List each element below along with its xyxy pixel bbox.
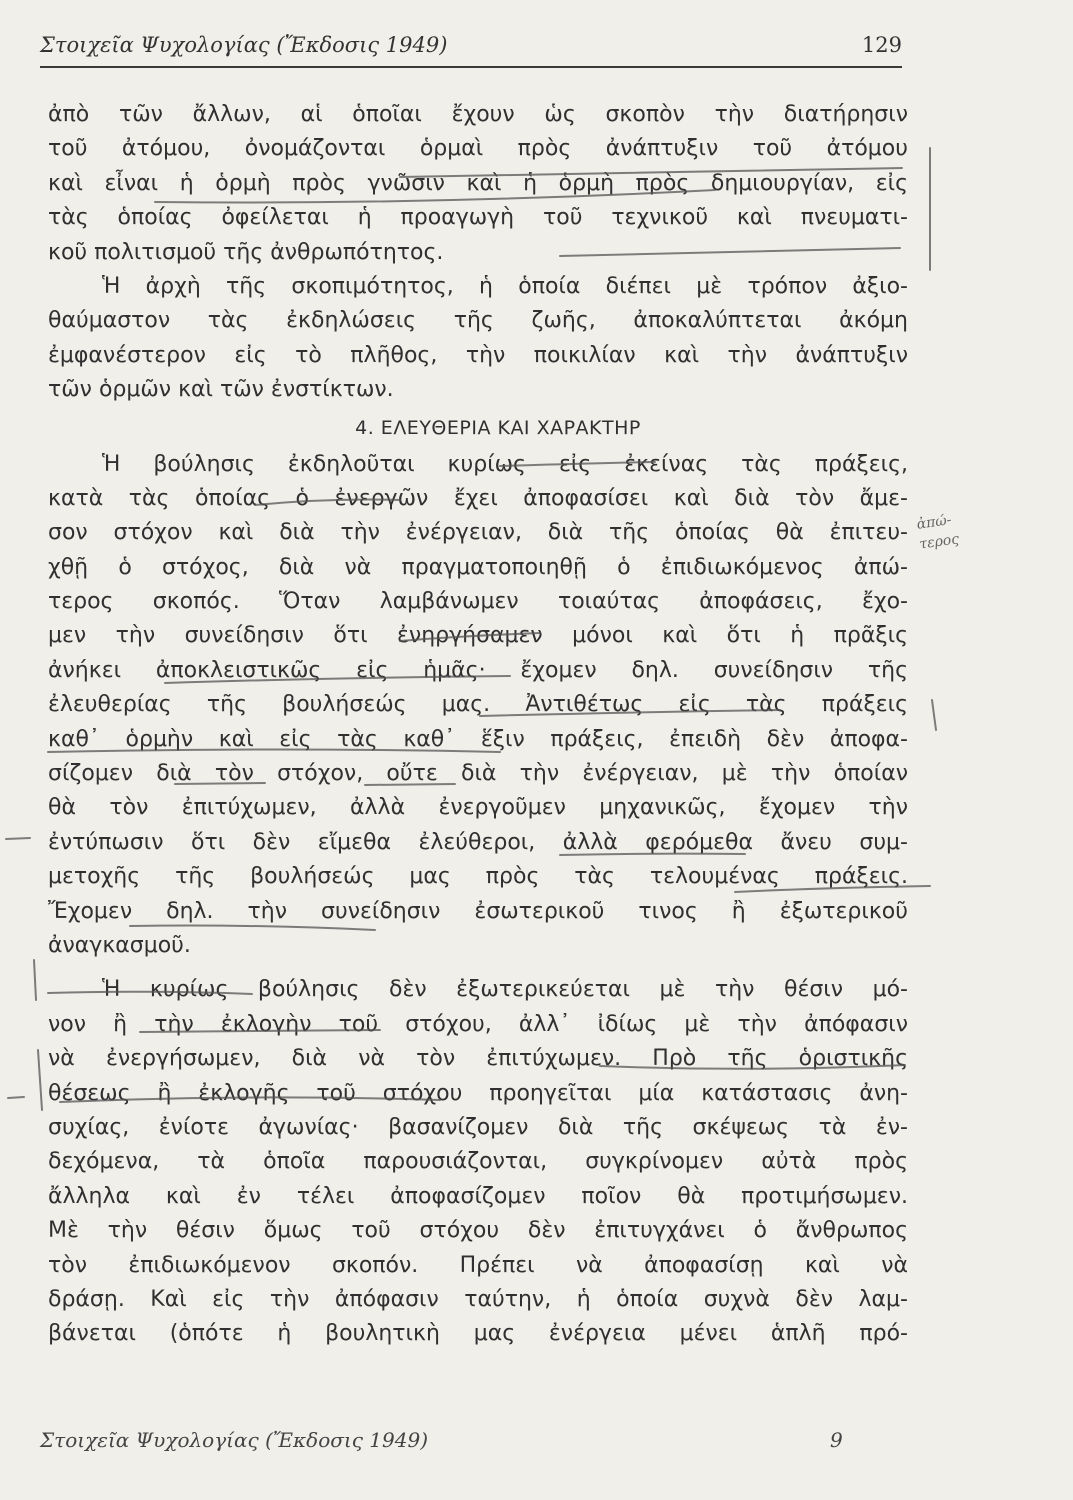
text-line: ἀνήκει ἀποκλειστικῶς εἰς ἡμᾶς· ἔχομεν δηλ. συνείδησιν τῆς bbox=[48, 657, 908, 683]
margin-dash-mark bbox=[6, 838, 30, 839]
text-line: βάνεται (ὁπότε ἡ βουλητικὴ μας ἐνέργεια μένει ἁπλῆ πρό- bbox=[48, 1321, 908, 1347]
body-text bbox=[48, 98, 908, 1352]
text-line: νὰ ἐνεργήσωμεν, διὰ νὰ τὸν ἐπιτύχωμεν. Πρὸ τῆς ὁριστικῆς bbox=[48, 1046, 908, 1072]
page-footer bbox=[40, 1428, 843, 1458]
text-line: τὰς ὁποίας ὀφείλεται ἡ προαγωγὴ τοῦ τεχνικοῦ καὶ πνευματι- bbox=[48, 205, 908, 231]
text-line: δράσῃ. Καὶ εἰς τὴν ἀπόφασιν ταύτην, ἡ ὁποία συχνὰ δὲν λαμ- bbox=[48, 1286, 908, 1312]
text-line: συχίας, ἐνίοτε ἀγωνίας· βασανίζομεν διὰ τῆς σκέψεως τὰ ἐν- bbox=[48, 1114, 908, 1140]
text-line: ἐμφανέστερον εἰς τὸ πλῆθος, τὴν ποικιλίαν καὶ τὴν ἀνάπτυξιν bbox=[48, 342, 908, 368]
text-line: Μὲ τὴν θέσιν ὅμως τοῦ στόχου δὲν ἐπιτυγχάνει ὁ ἄνθρωπος bbox=[48, 1218, 908, 1244]
text-line: μεν τὴν συνείδησιν ὅτι ἐνηργήσαμεν μόνοι καὶ ὅτι ἡ πρᾶξις bbox=[48, 623, 908, 649]
text-line: τῶν ὁρμῶν καὶ τῶν ἐνστίκτων. bbox=[48, 377, 394, 403]
margin-bar-mark bbox=[932, 700, 936, 730]
text-line: χθῇ ὁ στόχος, διὰ νὰ πραγματοποιηθῇ ὁ ἐπιδιωκόμενος ἀπώ- bbox=[48, 554, 908, 580]
text-line: τερος σκοπός. Ὅταν λαμβάνωμεν τοιαύτας ἀποφάσεις, ἔχο- bbox=[48, 589, 908, 615]
margin-dash-mark bbox=[8, 1097, 24, 1098]
text-line: δεχόμενα, τὰ ὁποῖα παρουσιάζονται, συγκρίνομεν αὐτὰ πρὸς bbox=[48, 1149, 908, 1175]
text-line: κατὰ τὰς ὁποίας ὁ ἐνεργῶν ἔχει ἀποφασίσει καὶ διὰ τὸν ἄμε- bbox=[48, 485, 908, 511]
text-line: θὰ τὸν ἐπιτύχωμεν, ἀλλὰ ἐνεργοῦμεν μηχανικῶς, ἔχομεν τὴν bbox=[48, 795, 908, 821]
text-line: καθ᾽ ὁρμὴν καὶ εἰς τὰς καθ᾽ ἕξιν πράξεις, ἐπειδὴ δὲν ἀποφα- bbox=[48, 726, 908, 752]
page-number: 129 bbox=[861, 33, 902, 57]
text-line: νον ἢ τὴν ἐκλογὴν τοῦ στόχου, ἀλλ᾽ ἰδίως μὲ τὴν ἀπόφασιν bbox=[48, 1011, 908, 1037]
text-line: σίζομεν διὰ τὸν στόχον, οὔτε διὰ τὴν ἐνέργειαν, μὲ τὴν ὁποίαν bbox=[48, 761, 908, 787]
header-title: Στοιχεῖα Ψυχολογίας (Ἔκδοσις 1949) bbox=[40, 33, 448, 57]
handwritten-margin-note: ἀπώ- τερος bbox=[915, 512, 961, 553]
text-line: κοῦ πολιτισμοῦ τῆς ἀνθρωπότητος. bbox=[48, 239, 444, 265]
margin-bar-mark bbox=[38, 1050, 42, 1110]
text-line: Ἡ ἀρχὴ τῆς σκοπιμότητος, ἡ ὁποία διέπει μὲ τρόπον ἀξιο- bbox=[102, 273, 908, 299]
text-line: Ἡ κυρίως βούλησις δὲν ἐξωτερικεύεται μὲ τὴν θέσιν μό- bbox=[102, 977, 908, 1003]
text-line: ἐλευθερίας τῆς βουλήσεώς μας. Ἀντιθέτως εἰς τὰς πράξεις bbox=[48, 692, 908, 718]
text-line: Ἡ βούλησις ἐκδηλοῦται κυρίως εἰς ἐκείνας τὰς πράξεις, bbox=[102, 451, 908, 477]
footer-title: Στοιχεῖα Ψυχολογίας (Ἔκδοσις 1949) bbox=[40, 1428, 428, 1452]
text-line: τὸν ἐπιδιωκόμενον σκοπόν. Πρέπει νὰ ἀποφασίσῃ καὶ νὰ bbox=[48, 1252, 908, 1278]
running-header bbox=[40, 30, 902, 68]
text-line: τοῦ ἀτόμου, ὀνομάζονται ὁρμαὶ πρὸς ἀνάπτυξιν τοῦ ἀτόμου bbox=[48, 136, 908, 162]
text-line: θέσεως ἢ ἐκλογῆς τοῦ στόχου προηγεῖται μία κατάστασις ἀνη- bbox=[48, 1080, 908, 1106]
text-line: μετοχῆς τῆς βουλήσεώς μας πρὸς τὰς τελουμένας πράξεις. bbox=[48, 864, 908, 890]
text-line: σον στόχον καὶ διὰ τὴν ἐνέργειαν, διὰ τῆς ὁποίας θὰ ἐπιτευ- bbox=[48, 520, 908, 546]
text-line: ἀναγκασμοῦ. bbox=[48, 932, 191, 958]
text-line: ἀπὸ τῶν ἄλλων, αἱ ὁποῖαι ἔχουν ὡς σκοπὸν τὴν διατήρησιν bbox=[48, 102, 908, 127]
text-line: ἐντύπωσιν ὅτι δὲν εἴμεθα ἐλεύθεροι, ἀλλὰ φερόμεθα ἄνευ συμ- bbox=[48, 829, 908, 855]
text-line: καὶ εἶναι ἡ ὁρμὴ πρὸς γνῶσιν καὶ ἡ ὁρμὴ πρὸς δημιουργίαν, εἰς bbox=[48, 170, 908, 196]
text-line: θαύμαστον τὰς ἐκδηλώσεις τῆς ζωῆς, ἀποκαλύπτεται ἀκόμη bbox=[48, 308, 908, 334]
margin-bar-mark bbox=[34, 960, 36, 1000]
text-line: ἄλληλα καὶ ἐν τέλει ἀποφασίζομεν ποῖον θὰ προτιμήσωμεν. bbox=[48, 1183, 908, 1209]
section-heading: 4. ΕΛΕΥΘΕΡΙΑ ΚΑΙ ΧΑΡΑΚΤΗΡ bbox=[355, 416, 641, 439]
signature-mark: 9 bbox=[830, 1428, 843, 1452]
text-line: Ἔχομεν δηλ. τὴν συνείδησιν ἐσωτερικοῦ τινος ἢ ἐξωτερικοῦ bbox=[48, 898, 908, 924]
